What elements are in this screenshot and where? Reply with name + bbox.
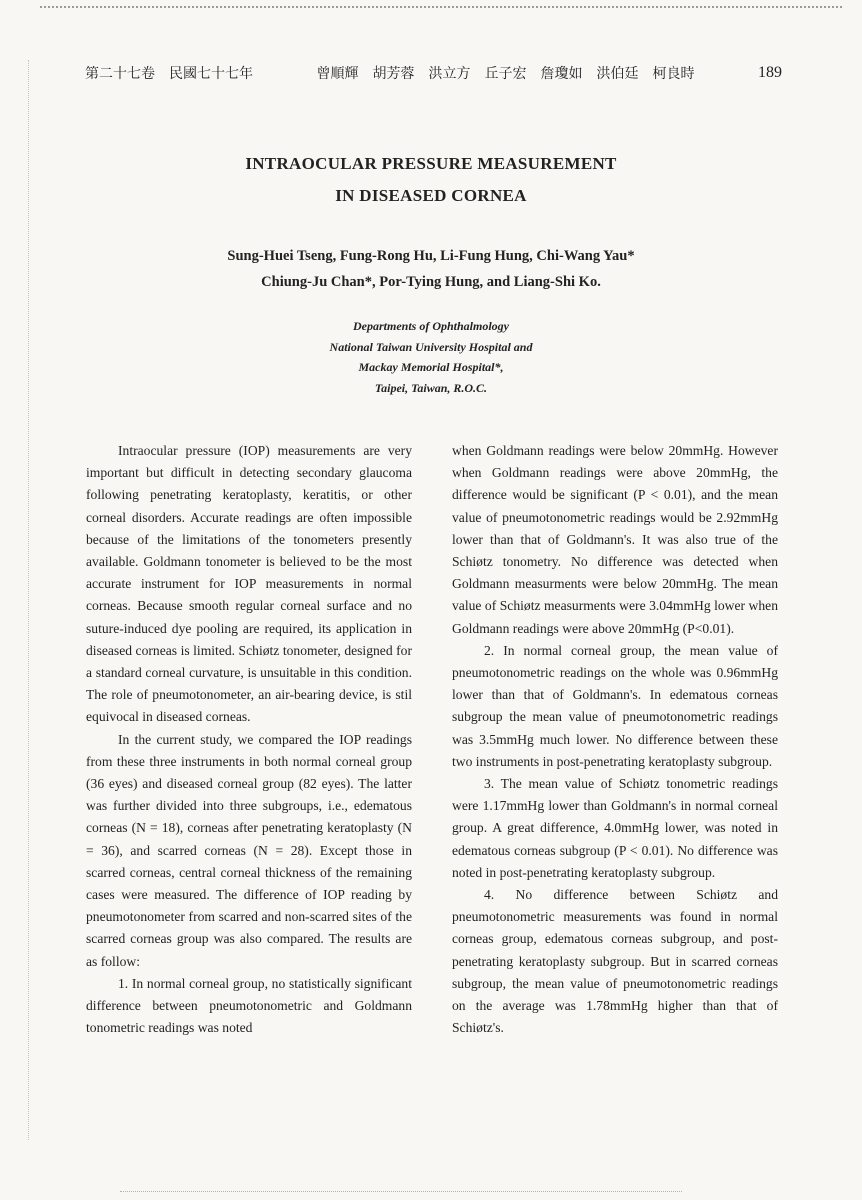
body-paragraph: 4. No difference between Schiøtz and pneumotonometric measurements was found in normal corneas group, edematous corneas subgroup, and post-penetrating keratoplasty subgroup. But in scarred corneas subgroup, the mean value of pneumotonometric readings on the average was 1.78mmHg higher than that of Schiøtz's. bbox=[452, 887, 778, 1036]
body-paragraph: Intraocular pressure (IOP) measurements are very important but difficult in detecting secondary glaucoma following penetrating keratoplasty, keratitis, or other corneal disorders. Accurate readings are often impossible because of the limitations of the tonometers presently available. Goldmann tonometer is believed to be the most accurate instrument for IOP measurements in normal corneas. Because smooth regular corneal surface and no suture-induced dye pooling are required, its application in diseased corneas is limited. Schiøtz tonometer, designed for a standard corneal curvature, is unsuitable in this condition. The role of pneumotonometer, an air-bearing device, is stil equivocal in diseased corneas. bbox=[86, 443, 412, 725]
author-line: Sung-Huei Tseng, Fung-Rong Hu, Li-Fung Hung, Chi-Wang Yau* bbox=[227, 248, 635, 264]
body-paragraph: 2. In normal corneal group, the mean value of pneumotonometric readings on the whole was 0.96mmHg lower than that of Goldmann's. In edematous corneas subgroup the mean value of pneumotonometric readings was 3.5mmHg much lower. No difference between these two instruments in post-penetrating keratoplasty subgroup. bbox=[452, 642, 778, 769]
header-author: 詹瓊如 bbox=[540, 66, 583, 82]
header-author: 胡芳蓉 bbox=[372, 66, 415, 82]
header-author: 柯良時 bbox=[652, 66, 695, 82]
author-list bbox=[0, 243, 862, 295]
scan-margin-marks bbox=[28, 60, 31, 1140]
journal-volume: 第二十七卷 bbox=[85, 66, 155, 82]
paper-title bbox=[0, 148, 862, 212]
body-paragraph: In the current study, we compared the IOP readings from these three instruments in both normal corneal group (36 eyes) and diseased corneal group (82 eyes). The latter was further divided into three subgroups, i.e., edematous corneas (N = 18), corneas after penetrating keratoplasty (N = 36), and scarred corneas (N = 28). Except those in scarred corneas, central corneal thickness of the remaining cases were measured. The difference of IOP reading by pneumotonometer from scarred and non-scarred sites of the scarred corneas group was also compared. The results are as follow: bbox=[86, 731, 412, 969]
author-line: Chiung-Ju Chan*, Por-Tying Hung, and Liang-Shi Ko. bbox=[261, 274, 601, 290]
running-header bbox=[85, 62, 782, 84]
header-author: 曾順輝 bbox=[316, 66, 359, 82]
scan-edge-bottom bbox=[120, 1191, 682, 1194]
body-column-left bbox=[86, 440, 412, 1039]
header-author: 丘子宏 bbox=[484, 66, 527, 82]
scan-edge-top bbox=[40, 6, 842, 10]
affiliation-line: National Taiwan University Hospital and bbox=[329, 339, 533, 354]
affiliation-line: Mackay Memorial Hospital*, bbox=[358, 360, 504, 374]
body-column-right bbox=[452, 440, 778, 1039]
affiliation-line: Taipei, Taiwan, R.O.C. bbox=[374, 380, 488, 395]
body-paragraph: 1. In normal corneal group, no statistically significant difference between pneumotonometric and Goldmann tonometric readings was noted bbox=[86, 975, 412, 1036]
header-author: 洪立方 bbox=[428, 66, 471, 82]
header-authors bbox=[317, 63, 695, 83]
affiliation-line: Departments of Ophthalmology bbox=[352, 319, 509, 333]
affiliation bbox=[0, 316, 862, 398]
title-line: INTRAOCULAR PRESSURE MEASUREMENT bbox=[245, 154, 617, 173]
body-paragraph: when Goldmann readings were below 20mmHg. However when Goldmann readings were above 20mmHg, the difference would be significant (P < 0.01), and the mean value of pneumotonometric readings would be 2.92mmHg lower than that of Goldmann's. It was also true of the Schiøtz tonometry. No difference was detected when Goldmann measurments were below 20mmHg. The mean value of Schiøtz measurments were 3.04mmHg lower when Goldmann readings were above 20mmHg (P<0.01). bbox=[452, 443, 778, 636]
page-number: 189 bbox=[758, 64, 782, 81]
journal-year: 民國七十七年 bbox=[169, 66, 253, 82]
title-line: IN DISEASED CORNEA bbox=[335, 186, 527, 205]
journal-info bbox=[85, 63, 253, 83]
body-paragraph: 3. The mean value of Schiøtz tonometric readings were 1.17mmHg lower than Goldmann's in normal corneal group. A great difference, 4.0mmHg lower, was noted in edematous corneas subgroup (P < 0.01). No difference was noted in post-penetrating keratoplasty subgroup. bbox=[452, 776, 778, 880]
header-author: 洪伯廷 bbox=[596, 66, 639, 82]
